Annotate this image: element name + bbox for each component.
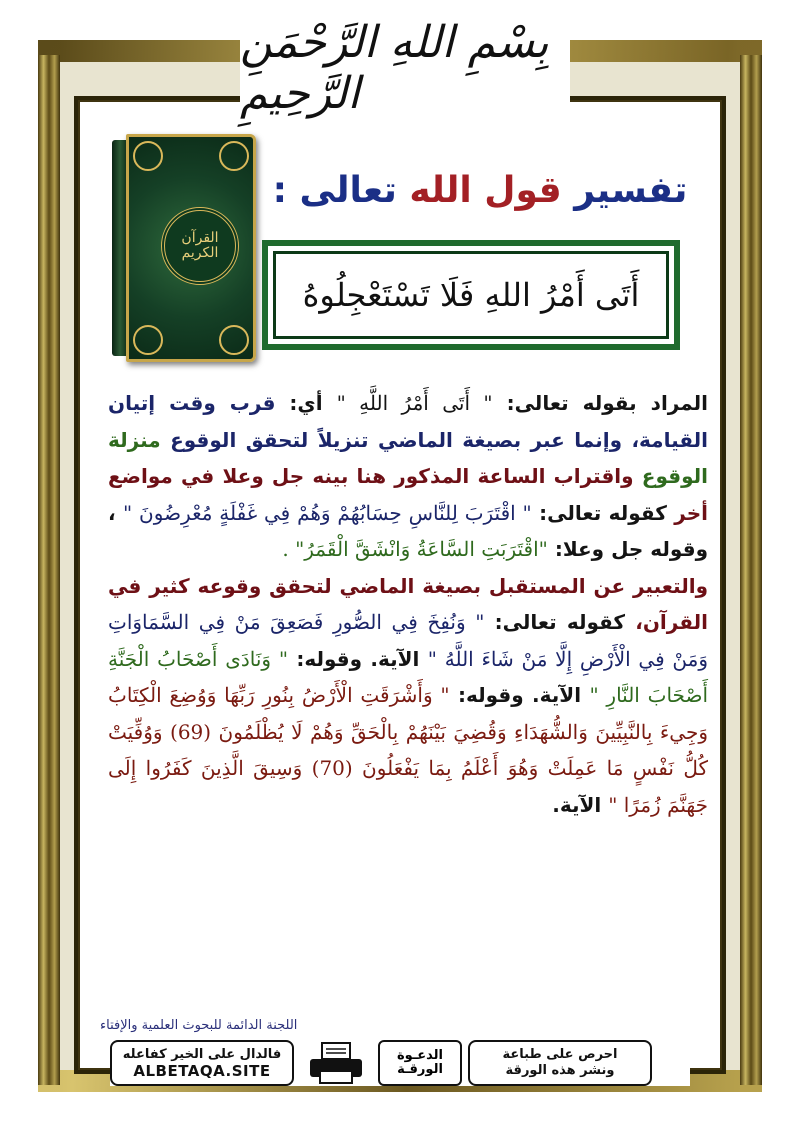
text-segment: قرب وقت إتيان القيامة، وإنما عبر بصيغة الماضي تنزيلاً لتحقق الوقوع bbox=[108, 391, 708, 452]
title-word: قول الله bbox=[409, 170, 562, 211]
ornament-icon bbox=[219, 141, 249, 171]
basmala-calligraphy: بِسْمِ اللهِ الرَّحْمَنِ الرَّحِيمِ bbox=[240, 18, 570, 118]
footer-print-line: ونشر هذه الورقة bbox=[505, 1063, 615, 1078]
verse-text: أَتَى أَمْرُ اللهِ فَلَا تَسْتَعْجِلُوهُ bbox=[302, 276, 640, 314]
book-cover-title: القرآن الكريم bbox=[161, 207, 239, 285]
title-word: تعالى : bbox=[272, 170, 397, 211]
text-segment: الآية. وقوله: bbox=[288, 646, 428, 671]
quran-quote: " أَتَى أَمْرُ اللَّهِ " bbox=[336, 391, 493, 415]
quran-quote: " وَأَشْرَقَتِ الْأَرْضُ بِنُورِ رَبِّهَا وَوُضِعَ الْكِتَابُ وَجِيءَ بِالنَّبِيِّينَ وَالشُّهَدَاءِ وَقُضِيَ بَيْنَهُمْ بِالْحَقِّ وَهُمْ لَا يُظْلَمُونَ (69) وَوُفِّيَتْ كُلُّ نَفْسٍ مَا عَمِلَتْ وَهُوَ أَعْلَمُ بِمَا يَفْعَلُونَ (70) وَسِيقَ الَّذِينَ كَفَرُوا إِلَى جَهَنَّمَ زُمَرًا " bbox=[108, 683, 708, 817]
text-segment: ، وقوله جل وعلا: bbox=[108, 500, 708, 561]
footer-slogan: فالدال على الخير كفاعله bbox=[122, 1047, 282, 1062]
text-segment: الآية. bbox=[552, 792, 609, 817]
ornament-icon bbox=[219, 325, 249, 355]
verse-box bbox=[262, 240, 680, 350]
ornament-icon bbox=[133, 141, 163, 171]
text-segment: المراد بقوله تعالى: bbox=[492, 391, 709, 415]
text-segment: واقتراب الساعة المذكور هنا بينه جل وعلا في مواضع أخر bbox=[108, 464, 708, 525]
tafsir-text bbox=[108, 385, 708, 985]
quran-book-image bbox=[112, 130, 252, 360]
quran-quote: " اقْتَرَبَ لِلنَّاسِ حِسَابُهُمْ وَهُمْ فِي غَفْلَةٍ مُعْرِضُونَ " bbox=[123, 500, 532, 525]
quran-quote: " وَنَادَى أَصْحَابُ الْجَنَّةِ أَصْحَابَ النَّارِ " bbox=[108, 646, 708, 707]
logo-text: الدعـوة bbox=[397, 1048, 443, 1063]
title-word: تفسير bbox=[574, 170, 688, 211]
logo-text: الورقـة bbox=[397, 1062, 443, 1077]
text-segment: كقوله تعالى: bbox=[531, 500, 675, 525]
frame-left-post bbox=[38, 55, 60, 1085]
signature: اللجنة الدائمة للبحوث العلمية والإفتاء bbox=[100, 1018, 298, 1033]
footer-site-link[interactable]: ALBETAQA.SITE bbox=[133, 1062, 271, 1080]
footer-bar bbox=[110, 1040, 690, 1086]
printer-icon bbox=[300, 1040, 372, 1086]
book-cover bbox=[126, 134, 256, 362]
footer-print-line: احرص على طباعة bbox=[502, 1047, 618, 1062]
text-segment: والتعبير عن المستقبل بصيغة الماضي لتحقق وقوعه كثير في القرآن، bbox=[108, 573, 708, 634]
text-segment: منزلة الوقوع bbox=[108, 427, 708, 488]
page-title bbox=[270, 170, 690, 230]
quran-quote: " وَنُفِخَ فِي الصُّورِ فَصَعِقَ مَنْ فِي السَّمَاوَاتِ وَمَنْ فِي الْأَرْضِ إِلَّا مَنْ شَاءَ اللَّهُ " bbox=[108, 610, 709, 671]
quran-quote: "اقْتَرَبَتِ السَّاعَةُ وَانْشَقَّ الْقَمَرُ" . bbox=[282, 537, 548, 561]
text-segment: الآية. وقوله: bbox=[449, 683, 590, 707]
footer-print-box bbox=[468, 1040, 652, 1086]
text-segment: أي: bbox=[275, 391, 337, 415]
frame-right-post bbox=[740, 55, 762, 1085]
footer-site-box bbox=[110, 1040, 294, 1086]
site-logo bbox=[378, 1040, 462, 1086]
text-segment: كقوله تعالى: bbox=[484, 610, 636, 634]
ornament-icon bbox=[133, 325, 163, 355]
